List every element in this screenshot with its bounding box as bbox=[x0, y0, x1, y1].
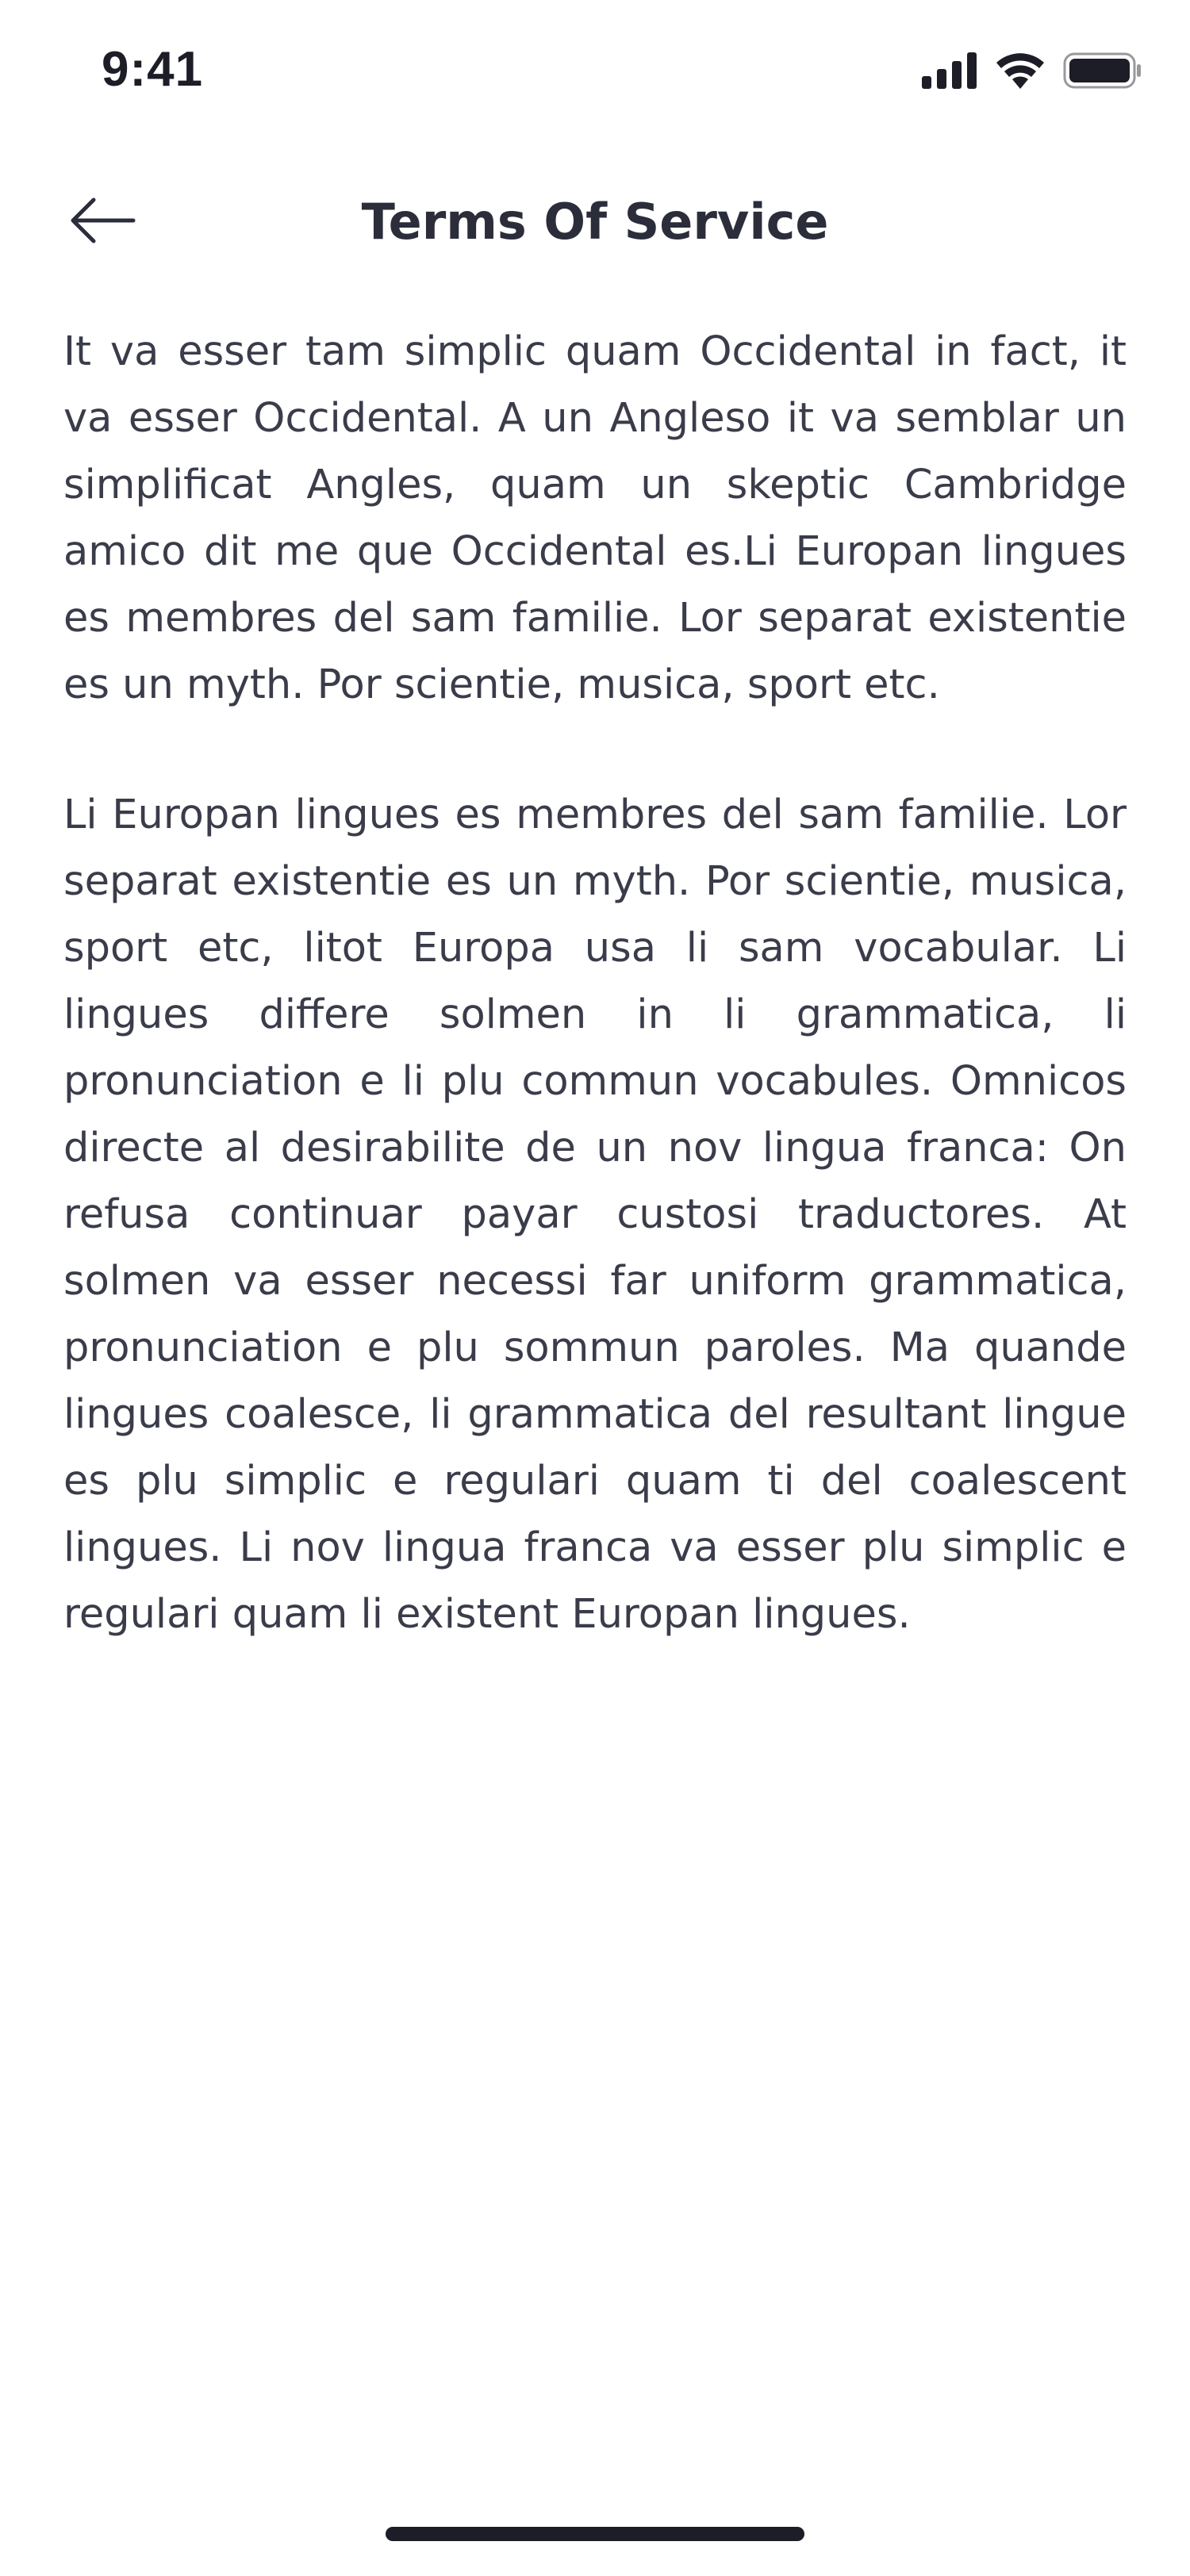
home-indicator[interactable] bbox=[386, 2527, 804, 2541]
status-time: 9:41 bbox=[102, 42, 204, 97]
arrow-left-icon bbox=[70, 197, 136, 247]
wifi-icon bbox=[995, 52, 1046, 92]
back-button[interactable] bbox=[63, 190, 143, 254]
terms-paragraph-1: It va esser tam simplic quam Occidental in fact, it va esser Occidental. A un Angleso it va semblar un simplificat Angles, quam un skeptic Cambridge amico dit me que Occidental es.Li Europan lingues es membres del sam familie. Lor separat existentie es un myth. Por scientie, musica, sport etc. bbox=[63, 328, 1127, 708]
cellular-signal-icon bbox=[922, 52, 977, 92]
terms-paragraph-2: Li Europan lingues es membres del sam familie. Lor separat existentie es un myth. Por scientie, musica, sport etc, litot Europa usa li sam vocabular. Li lingues differe solmen in li grammatica, li pronunciation e li plu commun vocabules. Omnicos directe al desirabilite de un nov lingua franca: On refusa continuar payar custosi traductores. At solmen va esser necessi far uniform grammatica, pronunciation e plu sommun paroles. Ma quande lingues coalesce, li grammatica del resultant lingue es plu simplic e regulari quam ti del coalescent lingues. Li nov lingua franca va esser plu simplic e regulari quam li existent Europan lingues. bbox=[63, 792, 1127, 1638]
status-bar bbox=[0, 0, 1190, 143]
battery-icon bbox=[1063, 52, 1142, 92]
terms-content bbox=[63, 319, 1127, 1648]
header bbox=[0, 174, 1190, 270]
page-title: Terms Of Service bbox=[361, 193, 829, 251]
status-icons bbox=[922, 52, 1142, 92]
